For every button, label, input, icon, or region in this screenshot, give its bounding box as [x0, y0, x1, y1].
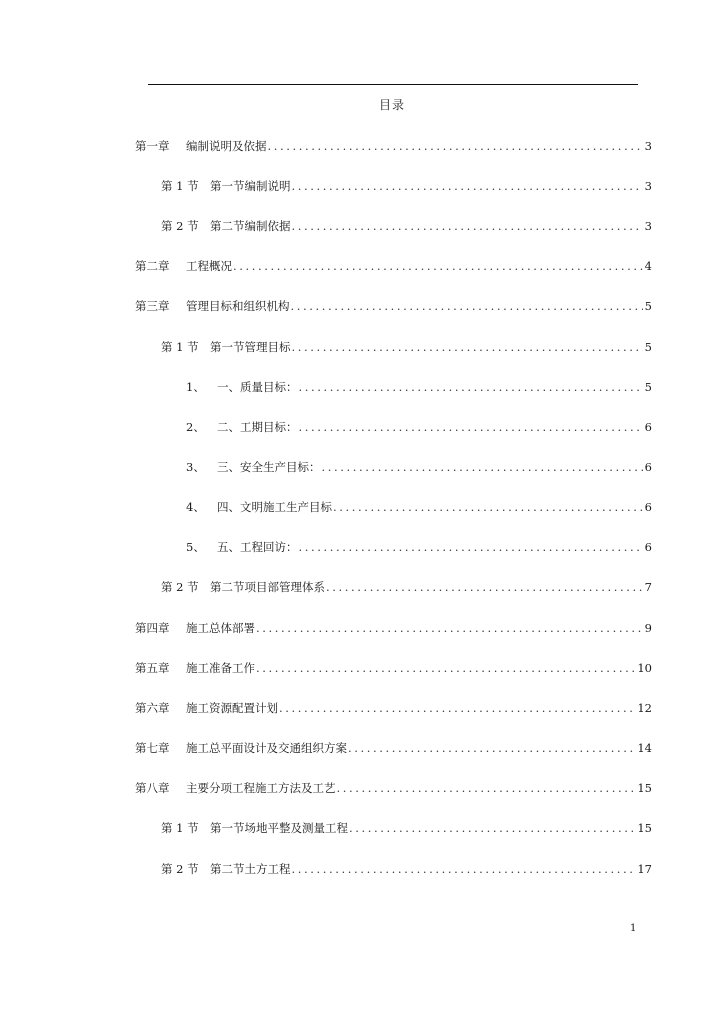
page-number: 1 — [630, 923, 637, 934]
toc-entry-page: 4 — [644, 259, 652, 273]
toc-entry-number: 1、 — [186, 380, 205, 394]
toc-entry-chapter-6[interactable] — [135, 700, 652, 716]
toc-entry-page: 15 — [637, 781, 652, 795]
toc-entry-number: 第八章 — [135, 781, 170, 795]
toc-entry-number: 第 2 节 — [161, 219, 199, 233]
toc-entry-item-3-1-2[interactable] — [186, 419, 652, 435]
toc-entry-number: 第 2 节 — [161, 580, 199, 594]
toc-entry-number: 2、 — [186, 420, 205, 434]
toc-entry-title: 一、质量目标： — [217, 380, 298, 394]
toc-entry-title: 第二节编制依据 — [210, 219, 291, 233]
toc-entry-title: 施工准备工作 — [186, 661, 255, 675]
toc-entry-section-1-1[interactable] — [161, 178, 652, 194]
toc-entry-title: 管理目标和组织机构 — [186, 299, 290, 313]
toc-entry-section-3-1[interactable] — [161, 339, 652, 355]
dot-leader — [349, 820, 635, 836]
dot-leader — [299, 539, 643, 555]
toc-entry-title: 编制说明及依据 — [186, 139, 267, 153]
toc-entry-title: 四、文明施工生产目标 — [217, 500, 332, 514]
toc-entry-chapter-8[interactable] — [135, 780, 652, 796]
toc-entry-title: 第一节场地平整及测量工程 — [210, 821, 348, 835]
toc-entry-item-3-1-5[interactable] — [186, 539, 652, 555]
toc-entry-number: 第 1 节 — [161, 821, 199, 835]
dot-leader — [256, 660, 635, 676]
toc-entry-item-3-1-1[interactable] — [186, 379, 652, 395]
toc-entry-page: 5 — [644, 340, 652, 354]
toc-entry-chapter-7[interactable] — [135, 740, 652, 756]
toc-entry-chapter-4[interactable] — [135, 620, 652, 636]
toc-entry-section-8-1[interactable] — [161, 820, 652, 836]
toc-entry-section-1-2[interactable] — [161, 218, 652, 234]
toc-entry-section-3-2[interactable] — [161, 579, 652, 595]
dot-leader — [337, 780, 636, 796]
toc-entry-chapter-2[interactable] — [135, 258, 652, 274]
toc-entry-page: 3 — [644, 219, 652, 233]
toc-entry-number: 4、 — [186, 500, 205, 514]
toc-entry-number: 第 2 节 — [161, 862, 199, 876]
dot-leader — [326, 579, 643, 595]
toc-entry-page: 15 — [637, 821, 652, 835]
toc-entry-section-8-2[interactable] — [161, 861, 652, 877]
toc-entry-title: 施工总体部署 — [186, 621, 255, 635]
dot-leader — [233, 258, 643, 274]
toc-entry-number: 第七章 — [135, 741, 170, 755]
toc-entry-number: 第 1 节 — [161, 340, 199, 354]
toc-entry-page: 3 — [644, 179, 652, 193]
toc-entry-page: 6 — [644, 460, 652, 474]
toc-entry-page: 6 — [644, 500, 652, 514]
toc-entry-page: 14 — [637, 741, 652, 755]
dot-leader — [299, 419, 643, 435]
dot-leader — [256, 620, 643, 636]
toc-entry-number: 3、 — [186, 460, 205, 474]
toc-entry-title: 三、安全生产目标： — [217, 460, 321, 474]
toc-entry-number: 第三章 — [135, 299, 170, 313]
dot-leader — [268, 138, 643, 154]
toc-entry-page: 17 — [637, 862, 652, 876]
toc-entry-page: 10 — [637, 661, 652, 675]
toc-entry-title: 工程概况 — [186, 259, 232, 273]
toc-entry-title: 第一节管理目标 — [210, 340, 291, 354]
toc-entry-number: 第六章 — [135, 701, 170, 715]
toc-entry-title: 第一节编制说明 — [210, 179, 291, 193]
toc-entry-chapter-3[interactable] — [135, 298, 652, 314]
toc-entry-title: 第二节土方工程 — [210, 862, 291, 876]
toc-entry-number: 第四章 — [135, 621, 170, 635]
toc-entry-page: 7 — [644, 580, 652, 594]
toc-entry-number: 第二章 — [135, 259, 170, 273]
dot-leader — [292, 218, 643, 234]
toc-entry-number: 5、 — [186, 540, 205, 554]
toc-entry-page: 12 — [637, 701, 652, 715]
toc-entry-title: 第二节项目部管理体系 — [210, 580, 325, 594]
toc-entry-page: 5 — [644, 299, 652, 313]
toc-entry-item-3-1-3[interactable] — [186, 459, 652, 475]
toc-entry-page: 3 — [644, 139, 652, 153]
toc-entry-chapter-5[interactable] — [135, 660, 652, 676]
toc-entry-title: 五、工程回访： — [217, 540, 298, 554]
dot-leader — [299, 379, 643, 395]
dot-leader — [322, 459, 643, 475]
toc-entry-page: 5 — [644, 380, 652, 394]
dot-leader — [279, 700, 635, 716]
header-rule — [148, 84, 638, 85]
toc-entry-title: 施工资源配置计划 — [186, 701, 278, 715]
toc-entry-number: 第 1 节 — [161, 179, 199, 193]
toc-entry-title: 二、工期目标： — [217, 420, 298, 434]
toc-entry-page: 6 — [644, 420, 652, 434]
toc-entry-page: 9 — [644, 621, 652, 635]
dot-leader — [333, 499, 643, 515]
dot-leader — [348, 740, 635, 756]
dot-leader — [292, 861, 636, 877]
toc-entry-title: 施工总平面设计及交通组织方案 — [186, 741, 347, 755]
toc-entry-page: 6 — [644, 540, 652, 554]
toc-entry-number: 第一章 — [135, 139, 170, 153]
toc-title: 目录 — [378, 98, 405, 112]
toc-entry-chapter-1[interactable] — [135, 138, 652, 154]
toc-entry-title: 主要分项工程施工方法及工艺 — [186, 781, 336, 795]
toc-entry-item-3-1-4[interactable] — [186, 499, 652, 515]
dot-leader — [291, 298, 643, 314]
dot-leader — [292, 339, 643, 355]
dot-leader — [292, 178, 643, 194]
toc-entry-number: 第五章 — [135, 661, 170, 675]
